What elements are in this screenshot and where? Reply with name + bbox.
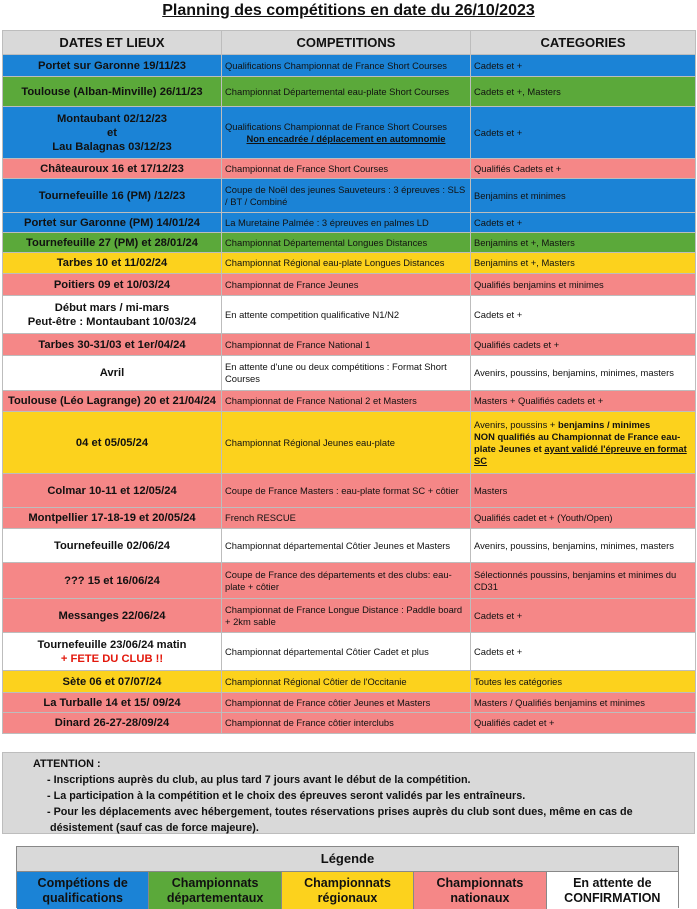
- table-row: [3, 356, 696, 391]
- competition-text: Championnat départemental Côtier Jeunes et Masters: [225, 539, 451, 551]
- event-date-location: [3, 633, 222, 671]
- event-competition: [222, 474, 471, 508]
- event-category: [471, 233, 696, 253]
- competition-text: Championnat de France Short Courses: [225, 162, 389, 174]
- schedule-table: [2, 30, 696, 734]
- event-category: [471, 77, 696, 107]
- date-line: Colmar 10-11 et 12/05/24: [47, 484, 177, 497]
- date-line: Poitiers 09 et 10/03/24: [53, 278, 171, 291]
- category-text: Avenirs, poussins, benjamins, minimes, masters: [474, 539, 674, 551]
- competition-text: Coupe de France Masters : eau-plate format SC + côtier: [225, 484, 459, 496]
- event-category: [471, 713, 696, 734]
- event-competition: [222, 671, 471, 693]
- competition-text: En attente competition qualificative N1/N2: [225, 308, 400, 320]
- event-date-location: [3, 529, 222, 563]
- event-date-location: [3, 233, 222, 253]
- event-date-location: [3, 391, 222, 412]
- table-row: [3, 296, 696, 334]
- event-competition: [222, 274, 471, 296]
- competition-text: En attente d'une ou deux compétitions : Format Short Courses: [225, 361, 447, 384]
- table-row: [3, 391, 696, 412]
- event-date-location: [3, 274, 222, 296]
- event-competition: [222, 107, 471, 159]
- event-category: [471, 563, 696, 599]
- date-line: Portet sur Garonne (PM) 14/01/24: [24, 216, 200, 229]
- event-competition: [222, 334, 471, 356]
- table-row: [3, 77, 696, 107]
- event-date-location: [3, 713, 222, 734]
- competition-text: Championnat Départemental Longues Distances: [225, 236, 428, 248]
- table-row: [3, 713, 696, 734]
- date-line: Lau Balagnas 03/12/23: [52, 140, 172, 153]
- event-date-location: [3, 55, 222, 77]
- event-category: [471, 412, 696, 474]
- event-category: [471, 213, 696, 233]
- date-line: ??? 15 et 16/06/24: [64, 574, 160, 587]
- category-text: Qualifiés benjamins et minimes: [474, 278, 604, 290]
- club-party-note: + FETE DU CLUB !!: [60, 652, 164, 665]
- legend-item: En attente de CONFIRMATION: [547, 872, 678, 909]
- competition-text: Championnat de France National 2 et Masters: [225, 395, 417, 406]
- category-text: Qualifiés cadet et + (Youth/Open): [474, 512, 613, 523]
- category-text: Benjamins et minimes: [474, 189, 566, 201]
- attention-box: [2, 752, 695, 834]
- table-row: [3, 529, 696, 563]
- attention-line: - La participation à la compétition et le choix des épreuves seront validés par les entraîneurs.: [47, 790, 526, 802]
- event-category: [471, 55, 696, 77]
- competition-text: Championnat Régional eau-plate Longues Distances: [225, 257, 445, 268]
- category-text: Cadets et +: [474, 59, 523, 71]
- event-competition: [222, 529, 471, 563]
- event-date-location: [3, 296, 222, 334]
- event-date-location: [3, 334, 222, 356]
- table-row: [3, 334, 696, 356]
- event-category: [471, 159, 696, 179]
- category-text: benjamins / minimes: [558, 418, 651, 430]
- competition-text: Championnat de France Jeunes: [225, 278, 359, 290]
- date-line: et: [107, 126, 117, 139]
- event-competition: [222, 179, 471, 213]
- table-row: [3, 179, 696, 213]
- category-text: Cadets et +, Masters: [474, 85, 561, 97]
- table-row: [3, 253, 696, 274]
- legend-title: Légende: [17, 847, 678, 872]
- date-line: Montaubant 02/12/23: [56, 112, 168, 125]
- event-competition: [222, 599, 471, 633]
- competition-text: Coupe de France des départements et des clubs: eau-plate + côtier: [225, 568, 452, 592]
- date-line: Avril: [99, 367, 125, 379]
- table-row: [3, 274, 696, 296]
- date-line: Début mars / mi-mars: [54, 301, 170, 314]
- table-row: [3, 671, 696, 693]
- event-competition: [222, 563, 471, 599]
- event-competition: [222, 55, 471, 77]
- table-row: [3, 633, 696, 671]
- event-category: [471, 253, 696, 274]
- competition-text: Championnat de France National 1: [225, 338, 371, 350]
- event-category: [471, 529, 696, 563]
- event-category: [471, 633, 696, 671]
- event-competition: [222, 693, 471, 713]
- table-row: [3, 508, 696, 529]
- legend-item: Championnats départementaux: [149, 872, 281, 909]
- table-row: [3, 233, 696, 253]
- table-row: [3, 55, 696, 77]
- event-competition: [222, 233, 471, 253]
- category-text: Sélectionnés poussins, benjamins et minimes du CD31: [474, 568, 677, 592]
- date-line: Portet sur Garonne 19/11/23: [38, 59, 186, 72]
- event-competition: [222, 412, 471, 474]
- legend-item: Compétions de qualifications: [17, 872, 149, 909]
- event-category: [471, 671, 696, 693]
- date-line: La Turballe 14 et 15/ 09/24: [43, 696, 181, 709]
- date-line: Tarbes 30-31/03 et 1er/04/24: [38, 338, 186, 351]
- table-row: [3, 107, 696, 159]
- event-competition: [222, 77, 471, 107]
- competition-text: Championnat de France côtier interclubs: [225, 717, 394, 728]
- category-text: Toutes les catégories: [474, 675, 563, 687]
- date-line: Tournefeuille 16 (PM) /12/23: [38, 189, 186, 202]
- competition-text: Championnat Régional Côtier de l'Occitanie: [225, 675, 407, 687]
- category-text: Masters + Qualifiés cadets et +: [474, 395, 604, 406]
- category-text: Benjamins et +, Masters: [474, 257, 575, 268]
- table-row: [3, 563, 696, 599]
- event-competition: [222, 159, 471, 179]
- event-category: [471, 296, 696, 334]
- table-row: [3, 693, 696, 713]
- category-text: Masters: [474, 484, 508, 496]
- event-date-location: [3, 253, 222, 274]
- attention-title: ATTENTION :: [33, 758, 101, 770]
- attention-line: - Pour les déplacements avec hébergement, toutes réservations prises auprès du club sont dues, même en cas de: [47, 806, 633, 818]
- date-line: Toulouse (Alban-Minville) 26/11/23: [21, 85, 203, 98]
- competition-text: Qualifications Championnat de France Short Courses: [225, 59, 447, 71]
- event-category: [471, 693, 696, 713]
- table-row: [3, 213, 696, 233]
- date-line: 04 et 05/05/24: [75, 436, 149, 449]
- event-date-location: [3, 671, 222, 693]
- event-category: [471, 391, 696, 412]
- header-dates: DATES ET LIEUX: [3, 31, 222, 55]
- category-text: Cadets et +: [474, 609, 523, 621]
- page-title: Planning des compétitions en date du 26/10/2023: [162, 2, 535, 19]
- date-line: Peut-être : Montaubant 10/03/24: [27, 315, 197, 328]
- event-competition: [222, 253, 471, 274]
- table-header-row: [3, 31, 696, 55]
- event-date-location: [3, 107, 222, 159]
- category-text: NON qualifiés au Championnat de France eau-plate Jeunes et: [474, 430, 681, 454]
- date-line: Sète 06 et 07/07/24: [62, 675, 162, 688]
- competition-text: Championnat Départemental eau-plate Short Courses: [225, 85, 450, 97]
- event-date-location: [3, 412, 222, 474]
- legend-item: Championnats nationaux: [414, 872, 546, 909]
- date-line: Tournefeuille 27 (PM) et 28/01/24: [25, 236, 198, 249]
- event-competition: [222, 713, 471, 734]
- event-category: [471, 508, 696, 529]
- event-category: [471, 599, 696, 633]
- event-date-location: [3, 508, 222, 529]
- category-text: Cadets et +: [474, 216, 523, 228]
- event-competition: [222, 296, 471, 334]
- category-text: Qualifiés cadets et +: [474, 338, 560, 350]
- event-date-location: [3, 213, 222, 233]
- event-date-location: [3, 599, 222, 633]
- event-competition: [222, 633, 471, 671]
- event-category: [471, 107, 696, 159]
- event-competition: [222, 391, 471, 412]
- event-date-location: [3, 693, 222, 713]
- event-category: [471, 179, 696, 213]
- competition-text: Championnat Régional Jeunes eau-plate: [225, 436, 395, 448]
- date-line: Tarbes 10 et 11/02/24: [56, 257, 168, 269]
- competition-text: Qualifications Championnat de France Short Courses: [225, 120, 447, 132]
- event-date-location: [3, 77, 222, 107]
- competition-text: La Muretaine Palmée : 3 épreuves en palmes LD: [225, 216, 429, 228]
- category-text: Benjamins et +, Masters: [474, 236, 575, 248]
- date-line: Montpellier 17-18-19 et 20/05/24: [28, 512, 196, 524]
- event-date-location: [3, 563, 222, 599]
- category-text: Masters / Qualifiés benjamins et minimes: [474, 696, 645, 708]
- event-date-location: [3, 474, 222, 508]
- table-row: [3, 599, 696, 633]
- date-line: Dinard 26-27-28/09/24: [54, 717, 170, 729]
- legend-item: Championnats régionaux: [282, 872, 414, 909]
- header-competitions: COMPETITIONS: [222, 31, 471, 55]
- table-row: [3, 412, 696, 474]
- date-line: Toulouse (Léo Lagrange) 20 et 21/04/24: [7, 395, 217, 407]
- table-row: [3, 159, 696, 179]
- competition-text: Coupe de Noël des jeunes Sauveteurs : 3 épreuves : SLS / BT / Combiné: [225, 183, 466, 207]
- event-category: [471, 356, 696, 391]
- legend: [16, 846, 679, 908]
- category-text: Cadets et +: [474, 126, 523, 138]
- attention-line: désistement (sauf cas de force majeure).: [50, 822, 259, 834]
- date-line: Tournefeuille 23/06/24 matin: [37, 638, 187, 651]
- competition-text: French RESCUE: [225, 512, 296, 523]
- category-text: ayant validé l'épreuve en format SC: [474, 442, 687, 466]
- competition-text: Championnat départemental Côtier Cadet et plus: [225, 645, 429, 657]
- header-categories: CATEGORIES: [471, 31, 696, 55]
- category-text: Qualifiés Cadets et +: [474, 162, 562, 174]
- table-row: [3, 474, 696, 508]
- event-competition: [222, 213, 471, 233]
- category-text: Avenirs, poussins +: [474, 418, 558, 430]
- event-category: [471, 334, 696, 356]
- category-text: Qualifiés cadet et +: [474, 717, 555, 728]
- category-text: Avenirs, poussins, benjamins, minimes, masters: [474, 367, 674, 378]
- event-competition: [222, 356, 471, 391]
- competition-note: Non encadrée / déplacement en automnomie: [246, 132, 446, 144]
- category-text: Cadets et +: [474, 645, 523, 657]
- event-date-location: [3, 159, 222, 179]
- competition-text: Championnat de France Longue Distance : Paddle board + 2km sable: [225, 603, 463, 627]
- attention-line: - Inscriptions auprès du club, au plus tard 7 jours avant le début de la compétition.: [47, 774, 471, 786]
- event-category: [471, 474, 696, 508]
- event-date-location: [3, 356, 222, 391]
- date-line: Tournefeuille 02/06/24: [53, 539, 171, 552]
- date-line: Châteauroux 16 et 17/12/23: [40, 162, 184, 175]
- date-line: Messanges 22/06/24: [58, 609, 166, 622]
- legend-row: [17, 872, 678, 909]
- event-category: [471, 274, 696, 296]
- category-text: Cadets et +: [474, 308, 523, 320]
- competition-text: Championnat de France côtier Jeunes et Masters: [225, 696, 431, 708]
- event-date-location: [3, 179, 222, 213]
- event-competition: [222, 508, 471, 529]
